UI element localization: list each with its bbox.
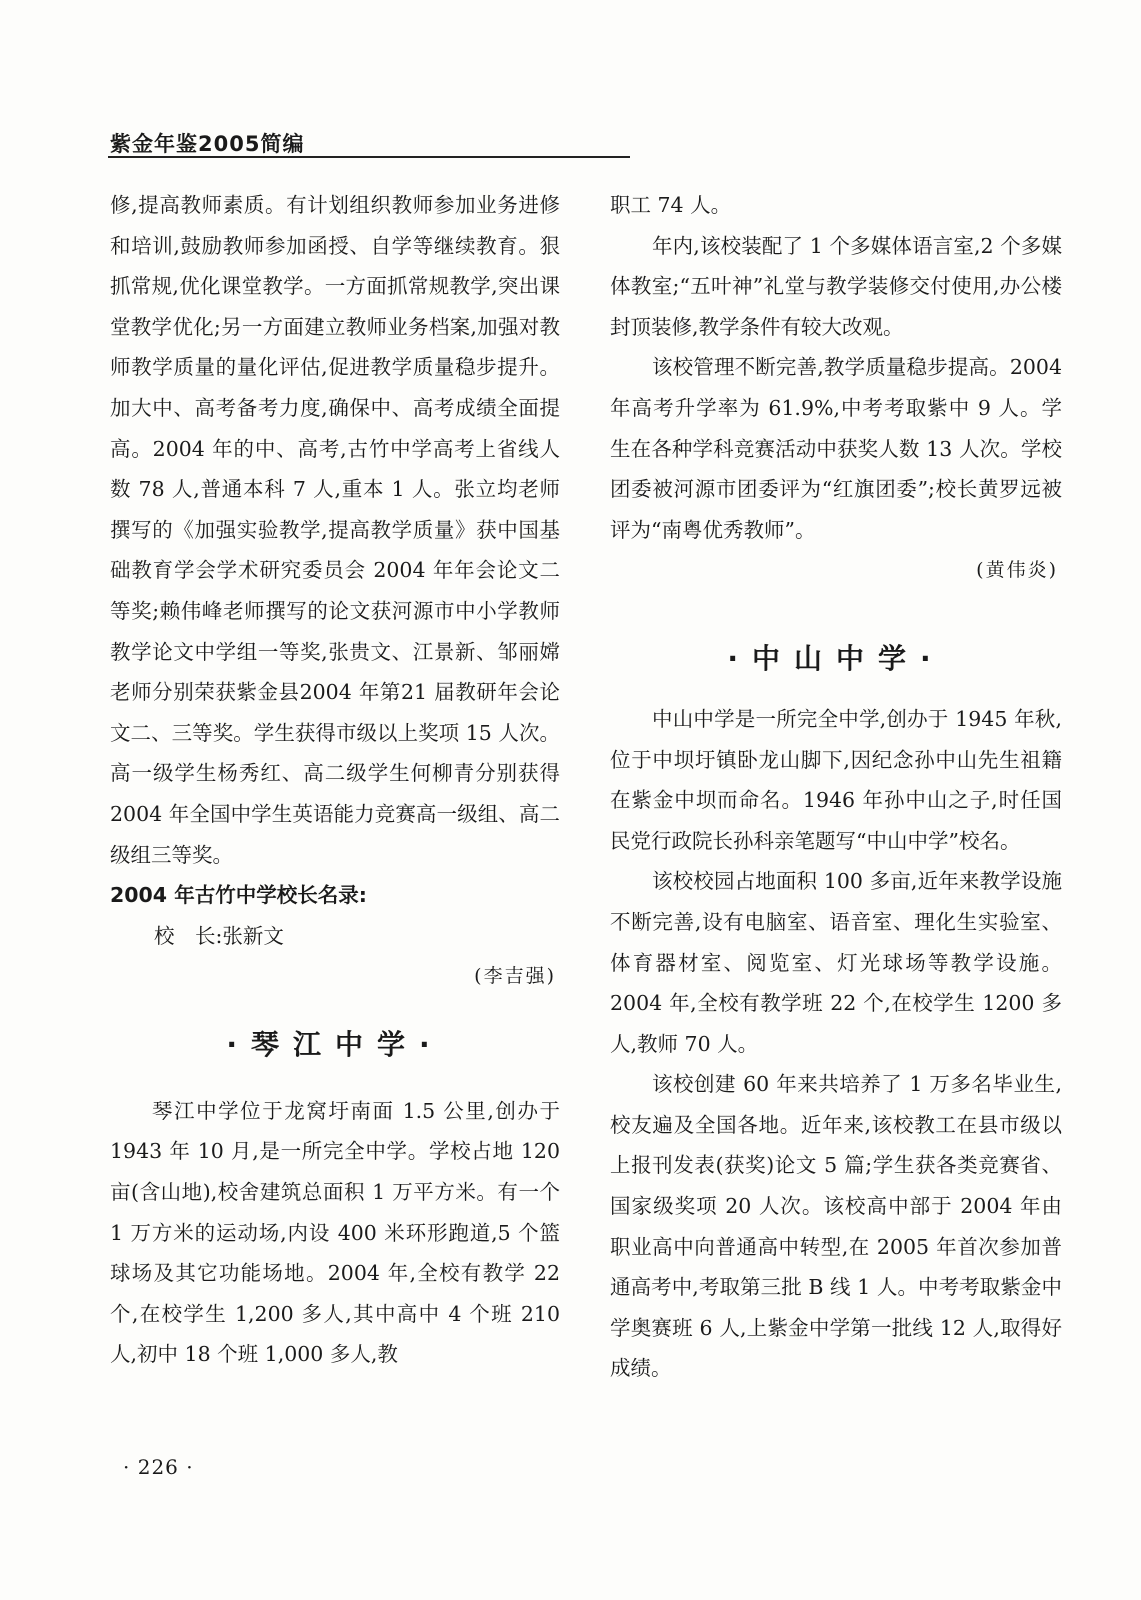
paragraph-facilities: 年内,该校装配了 1 个多媒体语言室,2 个多媒体教室;“五叶神”礼堂与教学装修交付使用,办公楼封顶装修,教学条件有较大改观。	[610, 233, 1062, 339]
principal-list-title: 2004 年古竹中学校长名录:	[110, 883, 367, 908]
paragraph-staff-count: 职工 74 人。	[610, 193, 732, 217]
principal-row	[110, 916, 560, 957]
principal-name: 张新文	[222, 923, 284, 948]
left-column	[110, 185, 567, 1375]
paragraph-zhongshan-achievements: 该校创建 60 年来共培养了 1 万多名毕业生,校友遍及全国各地。近年来,该校教工在县市级以上报刊发表(获奖)论文 5 篇;学生获各类竞赛省、国家级奖项 20 人次。该校高中部于 2004 年由职业高中向普通高中转型,在 2005 年首次参加普通高考中,考取第三批 B 线 1 人。中考考取紫金中学奥赛班 6 人,上紫金中学第一批线 12 人,取得好成绩。	[610, 1072, 1062, 1381]
paragraph-qinjiang-intro: 琴江中学位于龙窝圩南面 1.5 公里,创办于 1943 年 10 月,是一所完全中学。学校占地 120 亩(含山地),校舍建筑总面积 1 万平方米。有一个 1 万方米的运动场,内设 400 米环形跑道,5 个篮球场及其它功能场地。2004 年,全校有教学 22 个,在校学生 1,200 多人,其中高中 4 个班 210 人,初中 18 个班 1,000 多人,教	[110, 1098, 567, 1367]
right-column	[610, 185, 1069, 1389]
paragraph-zhongshan-campus: 该校校园占地面积 100 多亩,近年来教学设施不断完善,设有电脑室、语音室、理化生实验室、体育器材室、阅览室、灯光球场等教学设施。2004 年,全校有教学班 22 个,在校学生 1200 多人,教师 70 人。	[610, 869, 1062, 1056]
heading-qinjiang-middle-school: ·琴江中学·	[226, 1027, 444, 1061]
author-byline-2: (黄伟炎)	[976, 559, 1058, 582]
paragraph-zhongshan-history: 中山中学是一所完全中学,创办于 1945 年秋,位于中坝圩镇卧龙山脚下,因纪念孙中山先生祖籍在紫金中坝而命名。1946 年孙中山之子,时任国民党行政院长孙科亲笔题写“中山中学”校名。	[610, 706, 1062, 853]
paragraph-guzhu-teaching: 修,提高教师素质。有计划组织教师参加业务进修和培训,鼓励教师参加函授、自学等继续教育。狠抓常规,优化课堂教学。一方面抓常规教学,突出课堂教学优化;另一方面建立教师业务档案,加强对教师教学质量的量化评估,促进教学质量稳步提升。加大中、高考备考力度,确保中、高考成绩全面提高。2004 年的中、高考,古竹中学高考上省线人数 78 人,普通本科 7 人,重本 1 人。张立均老师撰写的《加强实验教学,提高教学质量》获中国基础教育学会学术研究委员会 2004 年年会论文二等奖;赖伟峰老师撰写的论文获河源市中小学教师教学论文中学组一等奖,张贵文、江景新、邹丽嫦老师分别荣获紫金县2004 年第21 届教研年会论文二、三等奖。学生获得市级以上奖项 15 人次。高一级学生杨秀红、高二级学生何柳青分别获得 2004 年全国中学生英语能力竞赛高一级组、高二级组三等奖。	[110, 193, 567, 867]
principal-role: 校 长:	[154, 923, 223, 948]
page-number: · 226 ·	[123, 1455, 194, 1479]
heading-zhongshan-middle-school: ·中山中学·	[727, 641, 945, 675]
running-head: 紫金年鉴2005简编	[110, 132, 305, 156]
paragraph-results: 该校管理不断完善,教学质量稳步提高。2004 年高考升学率为 61.9%,中考考取紫中 9 人。学生在各种学科竞赛活动中获奖人数 13 人次。学校团委被河源市团委评为“红旗团委”;校长黄罗远被评为“南粤优秀教师”。	[610, 355, 1069, 542]
author-byline-1: (李吉强)	[474, 965, 556, 988]
header-rule	[108, 156, 630, 158]
